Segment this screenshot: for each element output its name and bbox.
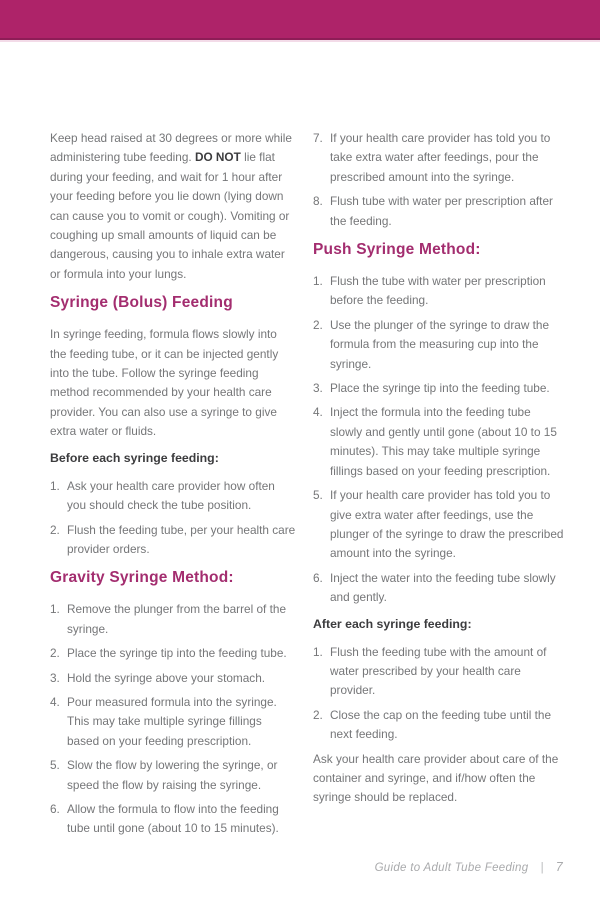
page-content [0, 40, 600, 844]
list-item-text: Flush the feeding tube with the amount of water prescribed by your health care provider. [330, 644, 547, 698]
list-item [50, 756, 296, 795]
footer-document-title: Guide to Adult Tube Feeding [374, 862, 529, 874]
list-item [313, 643, 565, 701]
list-item-number: 1. [313, 274, 323, 289]
list-item [313, 379, 565, 398]
list-item-text: Flush tube with water per prescription after the feeding. [330, 194, 553, 228]
list-item-number: 3. [50, 670, 60, 685]
right-column [313, 129, 565, 844]
list-item-text: Use the plunger of the syringe to draw the formula from the measuring cup into the syringe. [330, 317, 550, 371]
list-item [313, 272, 565, 311]
intro-text-start: Keep head raised at 30 degrees or more while administering tube feeding. [50, 131, 292, 165]
after-feeding-list [313, 643, 565, 745]
page-number: 7 [555, 860, 563, 874]
list-item [313, 706, 565, 745]
list-item [313, 192, 565, 231]
list-item [50, 800, 296, 839]
list-item-text: Remove the plunger from the barrel of the syringe. [67, 602, 287, 636]
header-bar [0, 0, 600, 40]
list-item-text: Inject the formula into the feeding tube slowly and gently until gone (about 10 to 15 minutes). This may take multiple syringe fillings based on your feeding prescription. [330, 405, 557, 478]
list-item-text: If your health care provider has told you to take extra water after feedings, pour the prescribed amount into the syringe. [330, 131, 551, 184]
list-item-text: Hold the syringe above your stomach. [67, 670, 266, 685]
list-item-number: 7. [313, 131, 323, 145]
list-item-text: Ask your health care provider how often you should check the tube position. [67, 478, 275, 513]
list-item-number: 1. [50, 602, 60, 617]
list-item-text: Pour measured formula into the syringe. This may take multiple syringe fillings based on your feeding prescription. [67, 694, 277, 748]
syringe-bolus-feeding-heading: Syringe (Bolus) Feeding [50, 294, 233, 312]
list-item [313, 569, 565, 608]
list-item [50, 521, 296, 560]
list-item-text: Place the syringe tip into the feeding tube. [330, 381, 550, 396]
list-item-number: 1. [313, 644, 323, 659]
list-item-text: Place the syringe tip into the feeding tube. [67, 646, 287, 661]
page-footer [375, 860, 563, 875]
gravity-method-list-continued [313, 129, 565, 231]
list-item [313, 403, 565, 481]
list-item [50, 477, 296, 516]
push-method-list [313, 272, 565, 608]
list-item-text: Slow the flow by lowering the syringe, or speed the flow by raising the syringe. [67, 758, 278, 792]
do-not-emphasis: DO NOT [194, 150, 241, 165]
list-item-number: 2. [50, 522, 60, 537]
list-item-text: If your health care provider has told you to give extra water after feedings, use the plunger of the syringe to draw the prescribed amount into the syringe. [330, 488, 564, 561]
list-item-number: 5. [313, 488, 323, 503]
after-feeding-label: After each syringe feeding: [313, 616, 472, 631]
gravity-syringe-method-heading: Gravity Syringe Method: [50, 569, 234, 587]
push-syringe-method-heading: Push Syringe Method: [313, 241, 481, 259]
list-item-number: 6. [313, 570, 323, 585]
list-item-number: 4. [50, 694, 60, 709]
list-item-number: 2. [313, 707, 323, 722]
list-item [50, 644, 296, 663]
list-item-number: 2. [50, 646, 60, 661]
list-item-number: 8. [313, 194, 323, 209]
list-item [50, 669, 296, 688]
before-feeding-list [50, 477, 296, 560]
closing-paragraph: Ask your health care provider about care of the container and syringe, and if/how often the syringe should be replaced. [313, 751, 559, 805]
intro-text-end: lie flat during your feeding, and wait for 1 hour after your feeding before you lie down (lying down can cause you to vomit or cough). Vomiting or coughing up small amounts of liquid can be dangerous, causing you to inhale extra water or formula into your lungs. [50, 150, 290, 281]
list-item-text: Close the cap on the feeding tube until the next feeding. [330, 707, 552, 742]
footer-separator: | [540, 862, 544, 874]
list-item-number: 3. [313, 381, 323, 396]
list-item-text: Inject the water into the feeding tube slowly and gently. [330, 570, 556, 605]
list-item-number: 6. [50, 801, 60, 816]
list-item [313, 129, 565, 187]
list-item [313, 316, 565, 374]
list-item-number: 4. [313, 405, 323, 420]
list-item [313, 486, 565, 564]
list-item-text: Allow the formula to flow into the feeding tube until gone (about 10 to 15 minutes). [67, 801, 279, 836]
gravity-method-list [50, 600, 296, 838]
list-item-number: 5. [50, 758, 60, 773]
list-item-text: Flush the tube with water per prescription before the feeding. [330, 274, 546, 308]
syringe-feeding-paragraph: In syringe feeding, formula flows slowly into the feeding tube, or it can be injected gently into the tube. Follow the syringe feeding method recommended by your health care provider. You can also use a syringe to give extra water or fluids. [50, 327, 279, 439]
list-item-text: Flush the feeding tube, per your health care provider orders. [67, 522, 296, 556]
intro-paragraph [50, 129, 296, 284]
list-item [50, 600, 296, 639]
left-column [50, 129, 296, 844]
list-item [50, 693, 296, 751]
list-item-number: 2. [313, 317, 323, 332]
before-feeding-label: Before each syringe feeding: [50, 450, 219, 465]
list-item-number: 1. [50, 478, 60, 493]
